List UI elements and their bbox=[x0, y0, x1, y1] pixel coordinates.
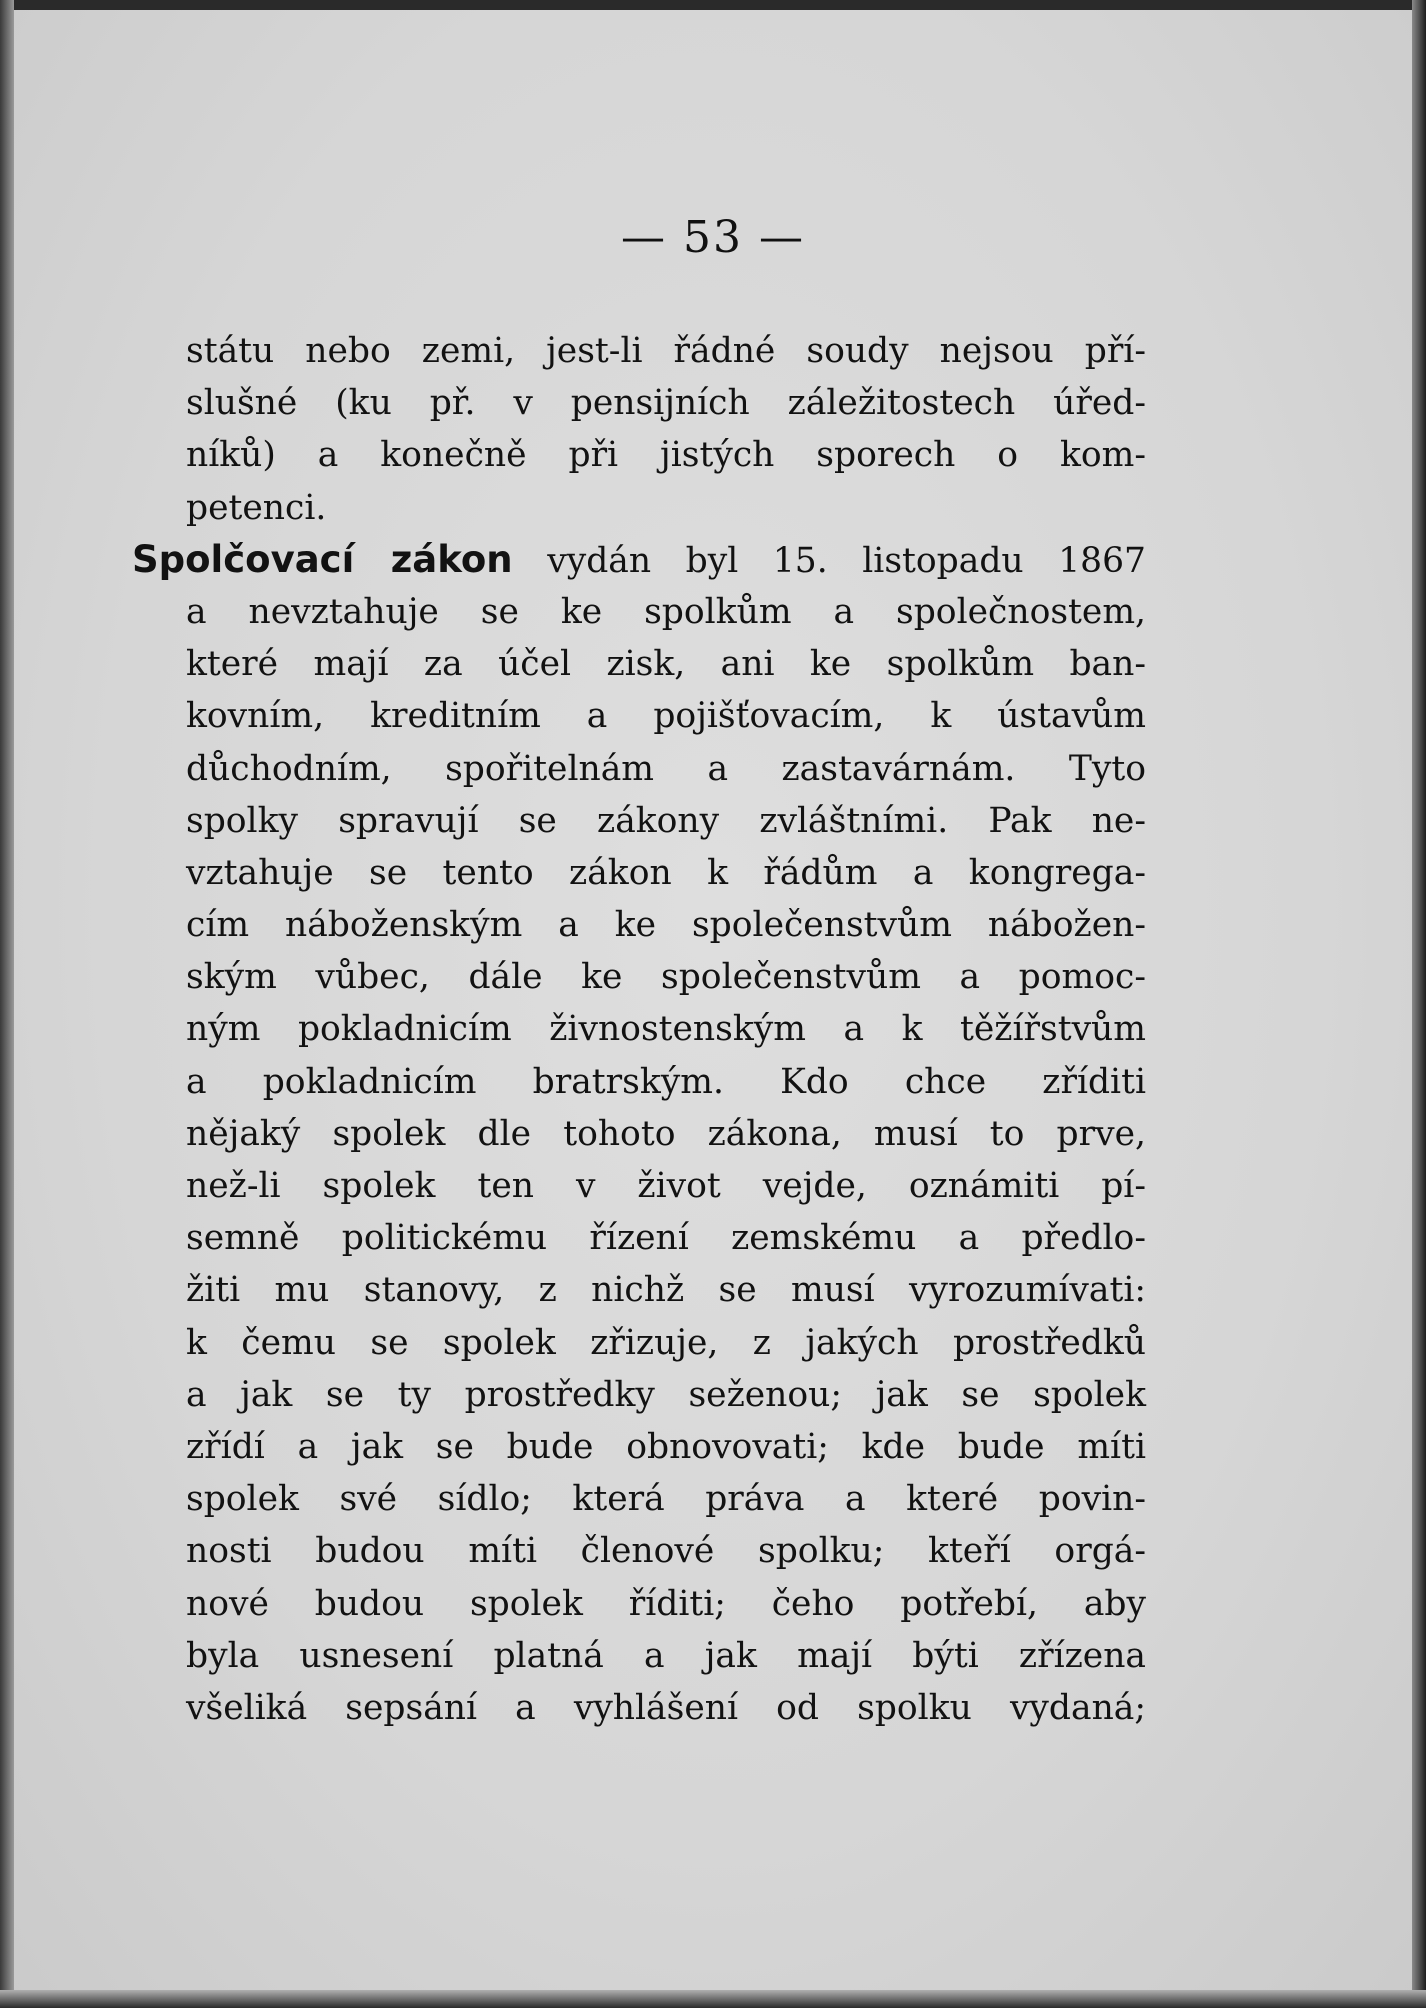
text-line bbox=[186, 429, 1146, 481]
line-text: spolek své sídlo; která práva a které povin- bbox=[186, 1479, 1146, 1520]
line-text: důchodním, spořitelnám a zastavárnám. Tyto bbox=[186, 748, 1146, 789]
line-text: všeliká sepsání a vyhlášení od spolku vydaná; bbox=[186, 1687, 1146, 1728]
scan-edge-top bbox=[0, 0, 1426, 10]
line-text: k čemu se spolek zřizuje, z jakých prostředků bbox=[186, 1322, 1146, 1363]
text-line bbox=[186, 951, 1146, 1003]
line-text: žiti mu stanovy, z nichž se musí vyrozumívati: bbox=[186, 1270, 1146, 1311]
line-text: než-li spolek ten v život vejde, oznámiti pí- bbox=[186, 1166, 1146, 1206]
line-text: ným pokladnicím živnostenským a k těžířstvům bbox=[186, 1009, 1146, 1050]
line-text: nové budou spolek říditi; čeho potřebí, aby bbox=[186, 1583, 1146, 1624]
line-text: ským vůbec, dále ke společenstvům a pomoc- bbox=[186, 957, 1146, 998]
text-line bbox=[186, 1630, 1146, 1682]
text-line bbox=[186, 1160, 1146, 1212]
text-line bbox=[186, 743, 1146, 795]
line-text: petenci. bbox=[186, 487, 327, 528]
line-text: nosti budou míti členové spolku; kteří orgá- bbox=[186, 1531, 1146, 1572]
text-line bbox=[186, 1212, 1146, 1264]
line-text: zřídí a jak se bude obnovovati; kde bude míti bbox=[186, 1426, 1146, 1467]
line-text: byla usnesení platná a jak mají býti zřízena bbox=[186, 1635, 1146, 1676]
text-line bbox=[186, 795, 1146, 847]
line-text: níků) a konečně při jistých sporech o kom- bbox=[186, 435, 1146, 476]
scan-edge-left bbox=[0, 0, 14, 2008]
line-text: kovním, kreditním a pojišťovacím, k ústavům bbox=[186, 696, 1146, 737]
text-line bbox=[186, 325, 1146, 377]
text-line bbox=[186, 1473, 1146, 1525]
text-line bbox=[132, 534, 1146, 586]
text-line bbox=[186, 1421, 1146, 1473]
line-text: státu nebo zemi, jest-li řádné soudy nejsou pří- bbox=[186, 331, 1146, 371]
line-text: spolky spravují se zákony zvláštními. Pak ne- bbox=[186, 800, 1146, 841]
scan-edge-bottom bbox=[0, 1990, 1426, 2008]
line-text: vydán byl 15. listopadu 1867 bbox=[512, 540, 1147, 581]
text-line bbox=[186, 638, 1146, 690]
text-line bbox=[186, 1108, 1146, 1160]
scan-edge-right bbox=[1412, 0, 1426, 2008]
text-line bbox=[186, 1525, 1146, 1577]
page-number-header: — 53 — bbox=[621, 212, 805, 263]
text-line bbox=[186, 482, 1146, 534]
text-line bbox=[186, 690, 1146, 742]
text-line bbox=[186, 847, 1146, 899]
text-line bbox=[186, 1369, 1146, 1421]
line-text: a nevztahuje se ke spolkům a společnostem, bbox=[186, 591, 1146, 632]
text-line bbox=[186, 1056, 1146, 1108]
line-text: cím náboženským a ke společenstvům nábožen- bbox=[186, 905, 1146, 946]
text-line bbox=[186, 1264, 1146, 1316]
body-text bbox=[132, 325, 1147, 1734]
line-text: a jak se ty prostředky seženou; jak se spolek bbox=[186, 1374, 1146, 1415]
line-text: nějaký spolek dle tohoto zákona, musí to prve, bbox=[186, 1113, 1146, 1154]
line-text: slušné (ku př. v pensijních záležitostech úřed- bbox=[186, 383, 1146, 424]
text-line bbox=[186, 377, 1146, 429]
text-line bbox=[186, 586, 1146, 638]
line-text: vztahuje se tento zákon k řádům a kongrega- bbox=[186, 852, 1146, 893]
text-line bbox=[186, 1317, 1146, 1369]
line-text: semně politickému řízení zemskému a předlo- bbox=[186, 1218, 1146, 1259]
text-line bbox=[186, 1003, 1146, 1055]
section-heading: Spolčovací zákon bbox=[132, 537, 513, 581]
line-text: které mají za účel zisk, ani ke spolkům ban- bbox=[186, 644, 1146, 685]
text-line bbox=[186, 1578, 1146, 1630]
text-line bbox=[186, 899, 1146, 951]
text-line bbox=[186, 1682, 1146, 1734]
line-text: a pokladnicím bratrským. Kdo chce zříditi bbox=[186, 1061, 1146, 1102]
